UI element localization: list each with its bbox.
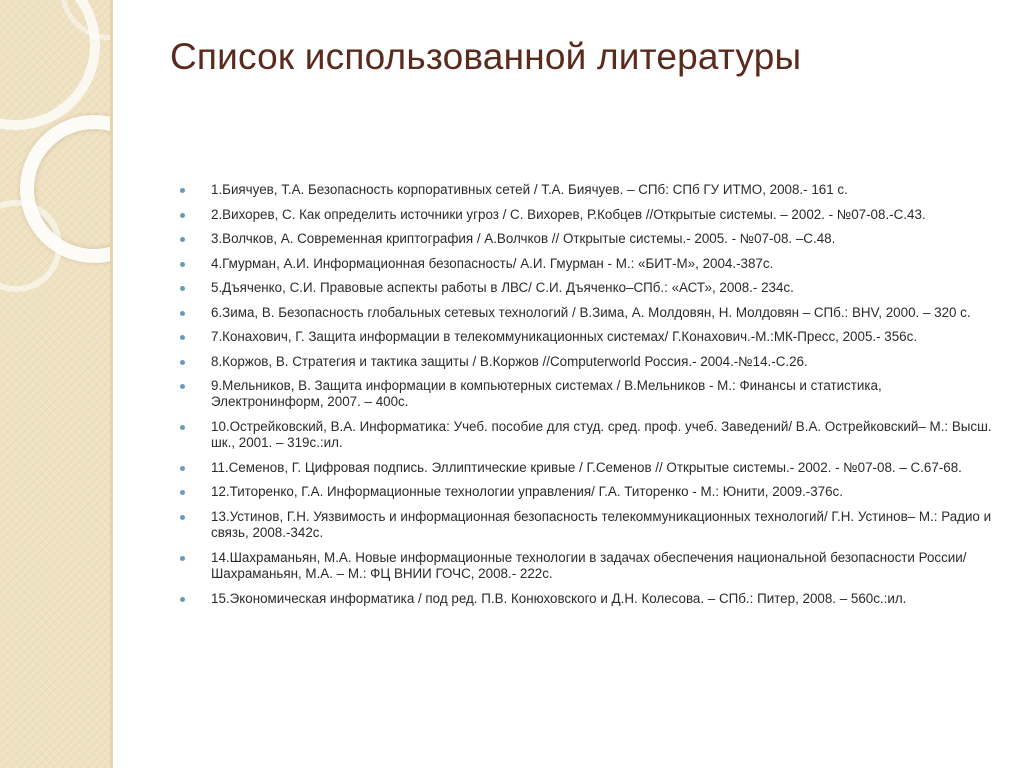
bullet-icon	[180, 335, 185, 340]
bullet-icon	[180, 286, 185, 291]
bullet-icon	[180, 597, 185, 602]
reference-item	[180, 591, 995, 607]
reference-text: 1.Биячуев, Т.А. Безопасность корпоративных сетей / Т.А. Биячуев. – СПб: СПб ГУ ИТМО, 2008.- 161 с.	[211, 182, 848, 197]
reference-text: 10.Острейковский, В.А. Информатика: Учеб. пособие для студ. сред. проф. учеб. Заведений/ В.А. Острейковский– М.: Высш. шк., 2001. – 319с.:ил.	[211, 418, 992, 451]
reference-item	[180, 231, 995, 247]
reference-item	[180, 460, 995, 476]
reference-item	[180, 182, 995, 198]
reference-item	[180, 329, 995, 345]
bullet-icon	[180, 466, 185, 471]
bullet-icon	[180, 360, 185, 365]
reference-text: 2.Вихорев, С. Как определить источники угроз / С. Вихорев, Р.Кобцев //Открытые системы. – 2002. - №07-08.-С.43.	[211, 206, 926, 222]
reference-item	[180, 378, 995, 411]
reference-text: 9.Мельников, В. Защита информации в компьютерных системах / В.Мельников - М.: Финансы и статистика, Электронинформ, 2007. – 400с.	[211, 378, 882, 410]
bullet-icon	[180, 237, 185, 242]
bullet-icon	[180, 213, 185, 218]
reference-text: 15.Экономическая информатика / под ред. П.В. Конюховского и Д.Н. Колесова. – СПб.: Питер, 2008. – 560с.:ил.	[211, 590, 907, 606]
bullet-icon	[180, 311, 185, 316]
reference-text: 12.Титоренко, Г.А. Информационные технологии управления/ Г.А. Титоренко - М.: Юнити, 2009.-376с.	[211, 484, 843, 500]
reference-text: 7.Конахович, Г. Защита информации в телекоммуникационных системах/ Г.Конахович.-М.:МК-Пресс, 2005.- 356с.	[211, 329, 918, 344]
reference-item	[180, 207, 995, 223]
reference-item	[180, 484, 995, 500]
side-panel-edge	[110, 0, 113, 768]
bullet-icon	[180, 188, 185, 193]
reference-item	[180, 305, 995, 321]
decorative-side-panel	[0, 0, 113, 768]
bullet-icon	[180, 556, 185, 561]
reference-item	[180, 509, 995, 542]
decorative-ring	[0, 0, 100, 130]
bullet-icon	[180, 384, 185, 389]
references-list	[180, 182, 995, 615]
reference-text: 6.Зима, В. Безопасность глобальных сетевых технологий / В.Зима, А. Молдовян, Н. Молдовян – СПб.: BHV, 2000. – 320 с.	[211, 304, 971, 320]
reference-item	[180, 419, 995, 452]
bullet-icon	[180, 425, 185, 430]
reference-text: 3.Волчков, А. Современная криптография / А.Волчков // Открытые системы.- 2005. - №07-08. –С.48.	[211, 231, 836, 246]
reference-item	[180, 354, 995, 370]
slide-title: Список использованной литературы	[170, 36, 802, 77]
reference-text: 5.Дъяченко, С.И. Правовые аспекты работы в ЛВС/ С.И. Дъяченко–СПб.: «АСТ», 2008.- 234с.	[211, 280, 794, 295]
reference-item	[180, 550, 995, 583]
reference-text: 4.Гмурман, А.И. Информационная безопасность/ А.И. Гмурман - М.: «БИТ-М», 2004.-387с.	[211, 255, 774, 271]
reference-item	[180, 256, 995, 272]
reference-item	[180, 280, 995, 296]
reference-text: 13.Устинов, Г.Н. Уязвимость и информационная безопасность телекоммуникационных технологий/ Г.Н. Устинов– М.: Радио и связь, 2008.-342с.	[211, 508, 992, 541]
bullet-icon	[180, 515, 185, 520]
reference-text: 14.Шахраманьян, М.А. Новые информационные технологии в задачах обеспечения национальной безопасности России/ Шахраманьян, М.А. – М.: ФЦ ВНИИ ГОЧС, 2008.- 222с.	[211, 549, 967, 582]
reference-text: 11.Семенов, Г. Цифровая подпись. Эллиптические кривые / Г.Семенов // Открытые системы.- 2002. - №07-08. – С.67-68.	[211, 459, 962, 475]
bullet-icon	[180, 490, 185, 495]
bullet-icon	[180, 262, 185, 267]
reference-text: 8.Коржов, В. Стратегия и тактика защиты / В.Коржов //Computerworld Россия.- 2004.-№14.-С.26.	[211, 353, 808, 369]
